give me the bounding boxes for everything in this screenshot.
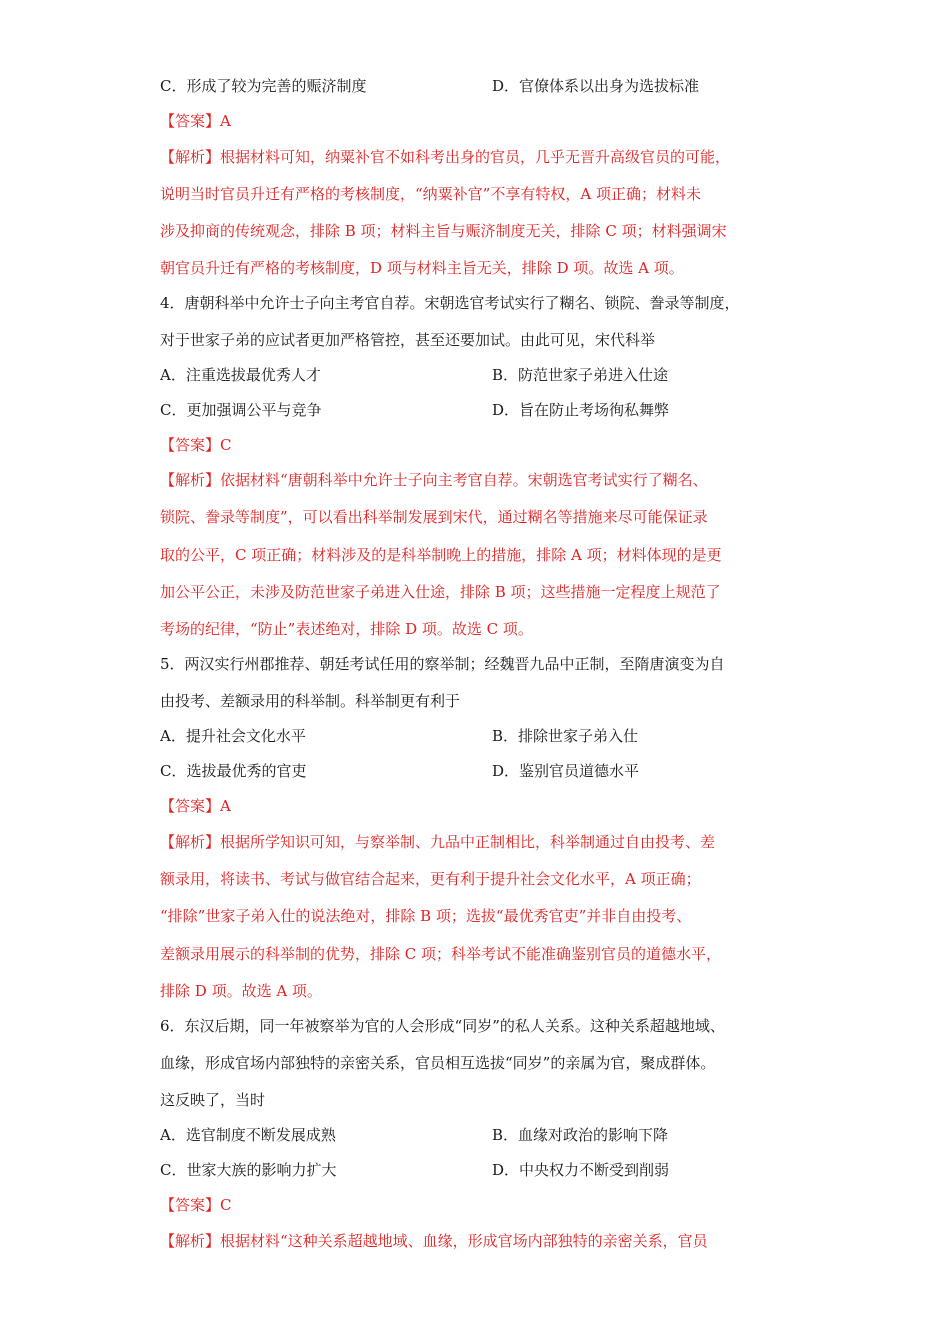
q6-option-c: C．世家大族的影响力扩大	[160, 1161, 337, 1179]
q5-option-d: D．鉴别官员道德水平	[492, 762, 640, 780]
q6-stem-line: 6．东汉后期，同一年被察举为官的人会形成“同岁”的私人关系。这种关系超越地域、	[160, 1017, 725, 1035]
q6-option-a: A．选官制度不断发展成熟	[160, 1126, 336, 1144]
q3-analysis-line: 说明当时官员升迁有严格的考核制度，“纳粟补官”不享有特权，A 项正确；材料未	[160, 185, 701, 203]
q4-analysis-line: 考场的纪律，“防止”表述绝对，排除 D 项。故选 C 项。	[160, 620, 533, 638]
q4-option-c: C．更加强调公平与竞争	[160, 401, 322, 419]
q4-option-d: D．旨在防止考场徇私舞弊	[492, 401, 670, 419]
q4-analysis-line: 【解析】依据材料“唐朝科举中允许士子向主考官自荐。宋朝选官考试实行了糊名、	[160, 471, 708, 489]
q4-option-a: A．注重选拔最优秀人才	[160, 366, 321, 384]
q5-analysis-line: 差额录用展示的科举制的优势，排除 C 项；科举考试不能准确鉴别官员的道德水平，	[160, 945, 722, 963]
q5-answer: 【答案】A	[160, 797, 231, 815]
q5-analysis-line: 排除 D 项。故选 A 项。	[160, 982, 322, 1000]
q4-analysis-line: 加公平公正，未涉及防范世家子弟进入仕途，排除 B 项；这些措施一定程度上规范了	[160, 583, 721, 601]
q6-option-b: B．血缘对政治的影响下降	[492, 1126, 669, 1144]
q6-stem-line: 血缘，形成官场内部独特的亲密关系，官员相互选拔“同岁”的亲属为官，聚成群体。	[160, 1054, 716, 1072]
q4-stem-line: 4．唐朝科举中允许士子向主考官自荐。宋朝选官考试实行了糊名、锁院、誊录等制度，	[160, 294, 740, 312]
q4-option-b: B．防范世家子弟进入仕途	[492, 366, 669, 384]
q6-analysis-line: 【解析】根据材料“这种关系超越地域、血缘，形成官场内部独特的亲密关系，官员	[160, 1232, 708, 1250]
q3-answer: 【答案】A	[160, 112, 231, 130]
q5-stem-line: 由投考、差额录用的科举制。科举制更有利于	[160, 692, 461, 710]
q6-answer: 【答案】C	[160, 1196, 232, 1214]
q6-stem-line: 这反映了，当时	[160, 1091, 266, 1109]
q3-analysis-line: 【解析】根据材料可知，纳粟补官不如科考出身的官员，几乎无晋升高级官员的可能，	[160, 148, 731, 166]
q4-analysis-line: 取的公平，C 项正确；材料涉及的是科举制晚上的措施，排除 A 项；材料体现的是更	[160, 546, 722, 564]
q4-stem-line: 对于世家子弟的应试者更加严格管控，甚至还要加试。由此可见，宋代科举	[160, 331, 656, 349]
q3-option-d: D．官僚体系以出身为选拔标准	[492, 77, 700, 95]
q5-stem-line: 5．两汉实行州郡推荐、朝廷考试任用的察举制；经魏晋九品中正制，至隋唐演变为自	[160, 655, 725, 673]
q5-option-c: C．选拔最优秀的官吏	[160, 762, 307, 780]
q5-option-a: A．提升社会文化水平	[160, 727, 306, 745]
q4-analysis-line: 锁院、誊录等制度”，可以看出科举制发展到宋代，通过糊名等措施来尽可能保证录	[160, 508, 708, 526]
q6-option-d: D．中央权力不断受到削弱	[492, 1161, 670, 1179]
q3-analysis-line: 涉及抑商的传统观念，排除 B 项；材料主旨与赈济制度无关，排除 C 项；材料强调宋	[160, 222, 727, 240]
q3-option-c: C．形成了较为完善的赈济制度	[160, 77, 367, 95]
q4-answer: 【答案】C	[160, 436, 232, 454]
q5-analysis-line: “排除”世家子弟入仕的说法绝对，排除 B 项；选拔“最优秀官吏”并非自由投考、	[160, 907, 692, 925]
q5-option-b: B．排除世家子弟入仕	[492, 727, 639, 745]
q3-analysis-line: 朝官员升迁有严格的考核制度，D 项与材料主旨无关，排除 D 项。故选 A 项。	[160, 259, 684, 277]
q5-analysis-line: 额录用，将读书、考试与做官结合起来，更有利于提升社会文化水平，A 项正确；	[160, 870, 701, 888]
q5-analysis-line: 【解析】根据所学知识可知，与察举制、九品中正制相比，科举制通过自由投考、差	[160, 833, 716, 851]
